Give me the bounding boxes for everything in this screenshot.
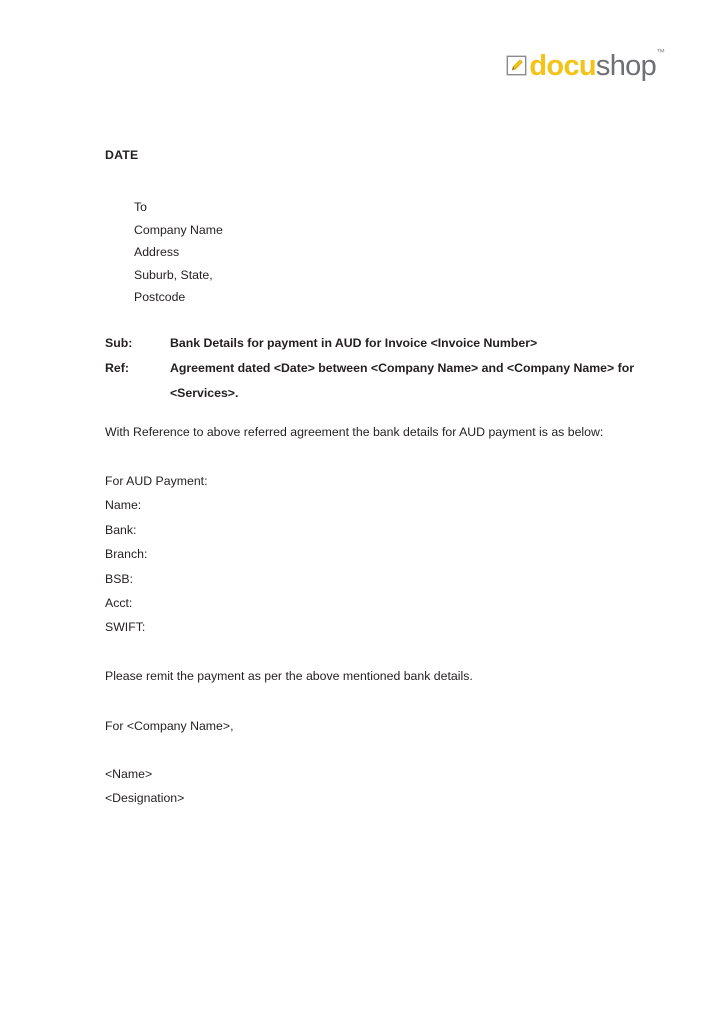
bank-details-block	[105, 469, 208, 640]
date-label: DATE	[105, 148, 139, 162]
document-pencil-icon	[506, 55, 527, 76]
subject-row	[105, 331, 650, 356]
signature-block	[105, 762, 184, 811]
signature-designation: <Designation>	[105, 791, 185, 806]
signature-name: <Name>	[105, 767, 153, 781]
reference-label: Ref:	[105, 361, 129, 375]
subject-reference-block	[105, 331, 650, 406]
reference-text: Agreement dated <Date> between <Company Name> and <Company Name> for <Services>.	[170, 361, 635, 400]
remit-paragraph: Please remit the payment as per the above mentioned bank details.	[105, 669, 473, 683]
bank-field-bank: Bank:	[105, 522, 137, 537]
bank-field-branch: Branch:	[105, 547, 148, 562]
intro-paragraph: With Reference to above referred agreement the bank details for AUD payment is as below:	[105, 425, 604, 439]
signoff-line: For <Company Name>,	[105, 719, 234, 733]
remit-paragraph-block	[105, 664, 645, 688]
bank-field-swift: SWIFT:	[105, 620, 146, 635]
subject-text: Bank Details for payment in AUD for Invoice <Invoice Number>	[170, 336, 538, 350]
subject-label: Sub:	[105, 336, 133, 350]
trademark-symbol: ™	[656, 46, 665, 57]
docushop-logo	[506, 48, 665, 82]
bank-field-bsb: BSB:	[105, 571, 134, 586]
recipient-address: Address	[134, 245, 180, 260]
bank-field-acct: Acct:	[105, 596, 133, 611]
signoff-block	[105, 714, 234, 738]
recipient-address-block	[134, 196, 223, 309]
logo-wordmark	[529, 46, 665, 82]
recipient-suburb-state: Suburb, State,	[134, 267, 213, 282]
intro-paragraph-block	[105, 420, 645, 444]
recipient-salutation: To	[134, 200, 147, 214]
bank-field-name: Name:	[105, 498, 142, 513]
recipient-company-name: Company Name	[134, 222, 223, 237]
logo-text-docu: docu	[529, 49, 596, 82]
logo-text-shop: shop	[595, 49, 656, 82]
recipient-postcode: Postcode	[134, 290, 186, 305]
reference-row	[105, 356, 650, 406]
bank-details-heading: For AUD Payment:	[105, 474, 208, 488]
